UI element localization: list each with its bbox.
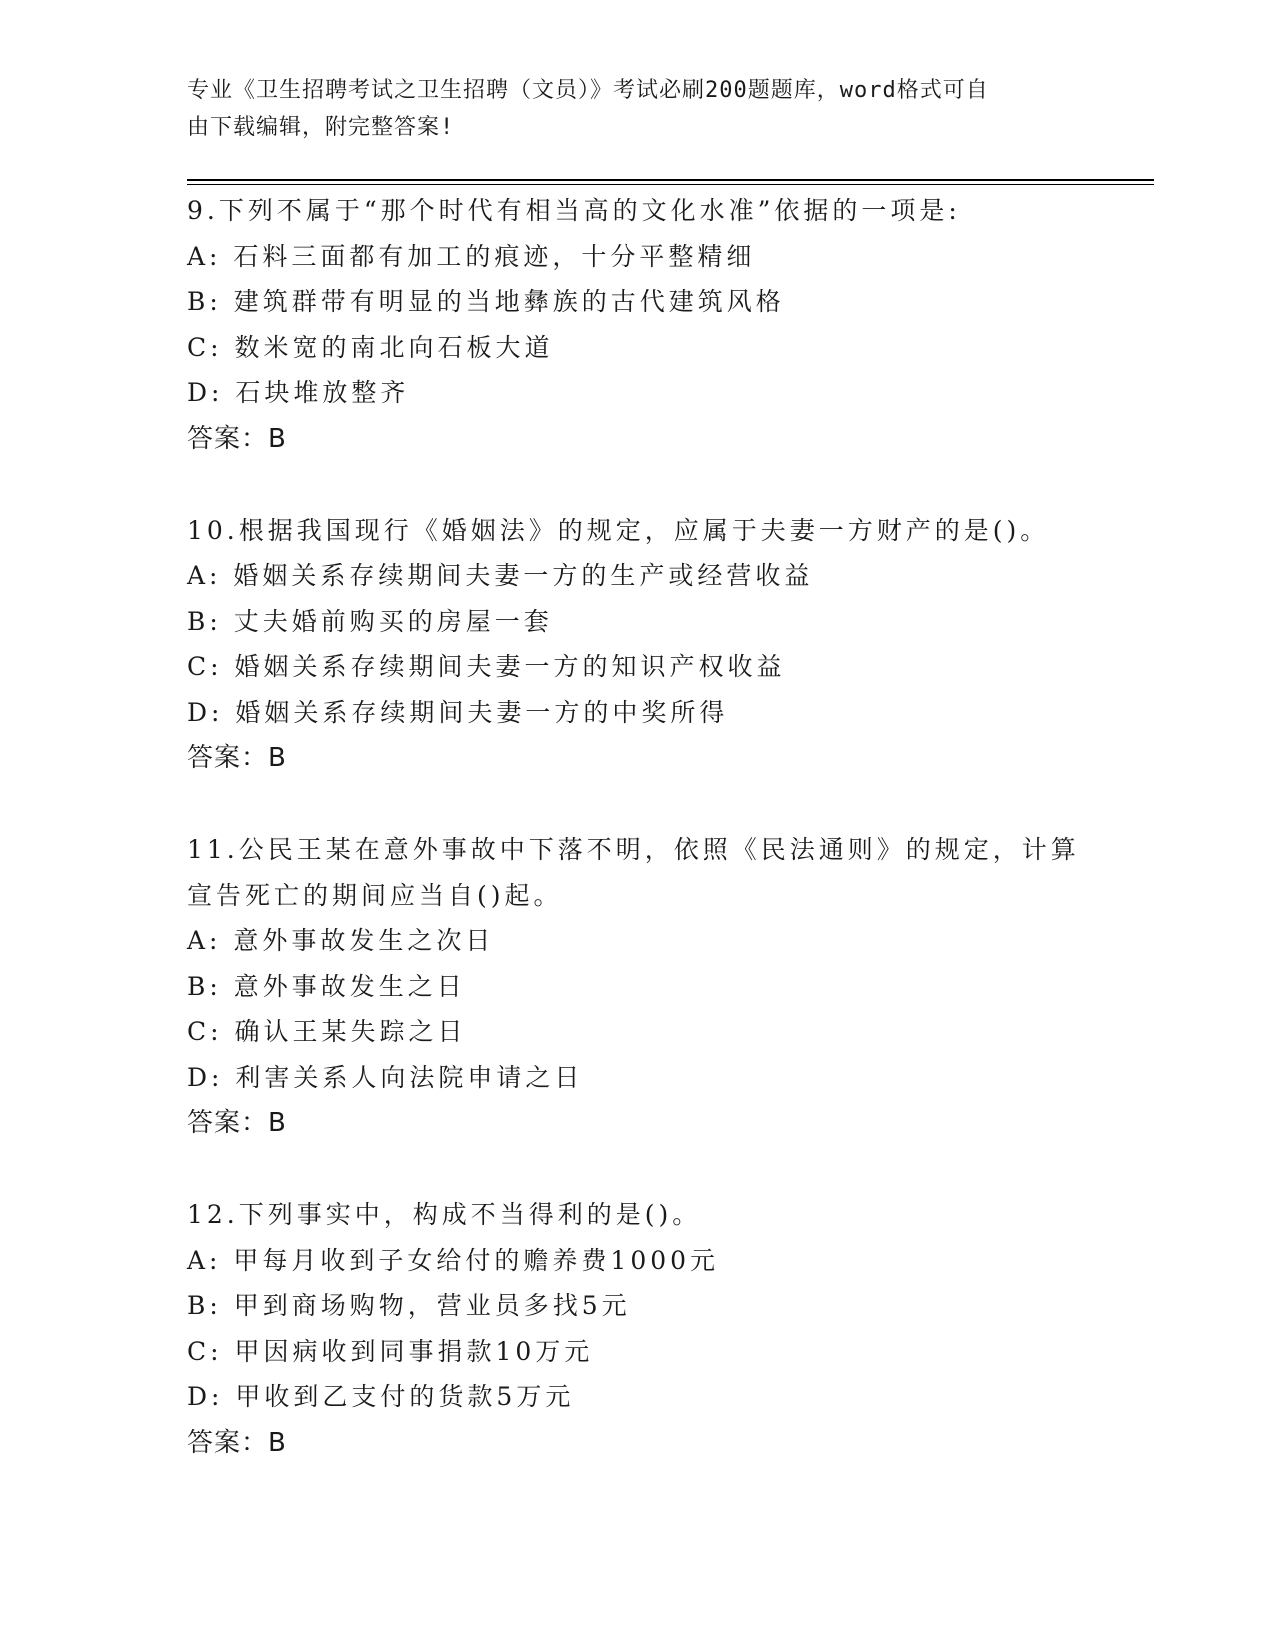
question-9 [187, 188, 1087, 462]
question-11 [187, 827, 1087, 1146]
question-stem: 9.下列不属于“那个时代有相当高的文化水准”依据的一项是: [187, 196, 961, 225]
option-b: B: 意外事故发生之日 [187, 971, 466, 1001]
answer-label: 答案：B [187, 743, 287, 773]
answer-label: 答案：B [187, 1108, 287, 1138]
question-list [187, 188, 1087, 1512]
option-d: D: 婚姻关系存续期间夫妻一方的中奖所得 [187, 697, 729, 727]
option-c: C: 确认王某失踪之日 [187, 1017, 467, 1046]
option-a: A: 甲每月收到子女给付的赡养费1000元 [187, 1245, 720, 1275]
question-10 [187, 508, 1087, 782]
header-line-1: 专业《卫生招聘考试之卫生招聘（文员）》考试必刷200题题库，word格式可自 [187, 78, 989, 103]
option-c: C: 数米宽的南北向石板大道 [187, 332, 554, 362]
option-d: D: 石块堆放整齐 [187, 378, 410, 407]
header-line-2: 由下载编辑，附完整答案! [187, 115, 455, 140]
question-stem-line-1: 11.公民王某在意外事故中下落不明，依照《民法通则》的规定，计算 [187, 835, 1080, 864]
option-d: D: 利害关系人向法院申请之日 [187, 1062, 584, 1092]
question-12 [187, 1192, 1087, 1466]
header-rule-thick [187, 179, 1154, 181]
option-b: B: 甲到商场购物，营业员多找5元 [187, 1291, 631, 1320]
question-stem: 10.根据我国现行《婚姻法》的规定，应属于夫妻一方财产的是()。 [187, 515, 1050, 545]
question-stem-line-2: 宣告死亡的期间应当自()起。 [187, 880, 563, 910]
option-d: D: 甲收到乙支付的货款5万元 [187, 1382, 575, 1411]
option-b: B: 丈夫婚前购买的房屋一套 [187, 606, 553, 636]
answer-label: 答案：B [187, 423, 287, 454]
option-b: B: 建筑群带有明显的当地彝族的古代建筑风格 [187, 287, 785, 316]
question-stem: 12.下列事实中，构成不当得利的是()。 [187, 1200, 702, 1229]
option-a: A: 意外事故发生之次日 [187, 926, 495, 955]
answer-label: 答案：B [187, 1427, 287, 1458]
header-rule-thin [187, 184, 1154, 185]
option-c: C: 婚姻关系存续期间夫妻一方的知识产权收益 [187, 652, 786, 681]
option-a: A: 婚姻关系存续期间夫妻一方的生产或经营收益 [187, 561, 814, 590]
document-header [187, 72, 1077, 146]
option-a: A: 石料三面都有加工的痕迹，十分平整精细 [187, 241, 756, 271]
option-c: C: 甲因病收到同事捐款10万元 [187, 1336, 594, 1366]
